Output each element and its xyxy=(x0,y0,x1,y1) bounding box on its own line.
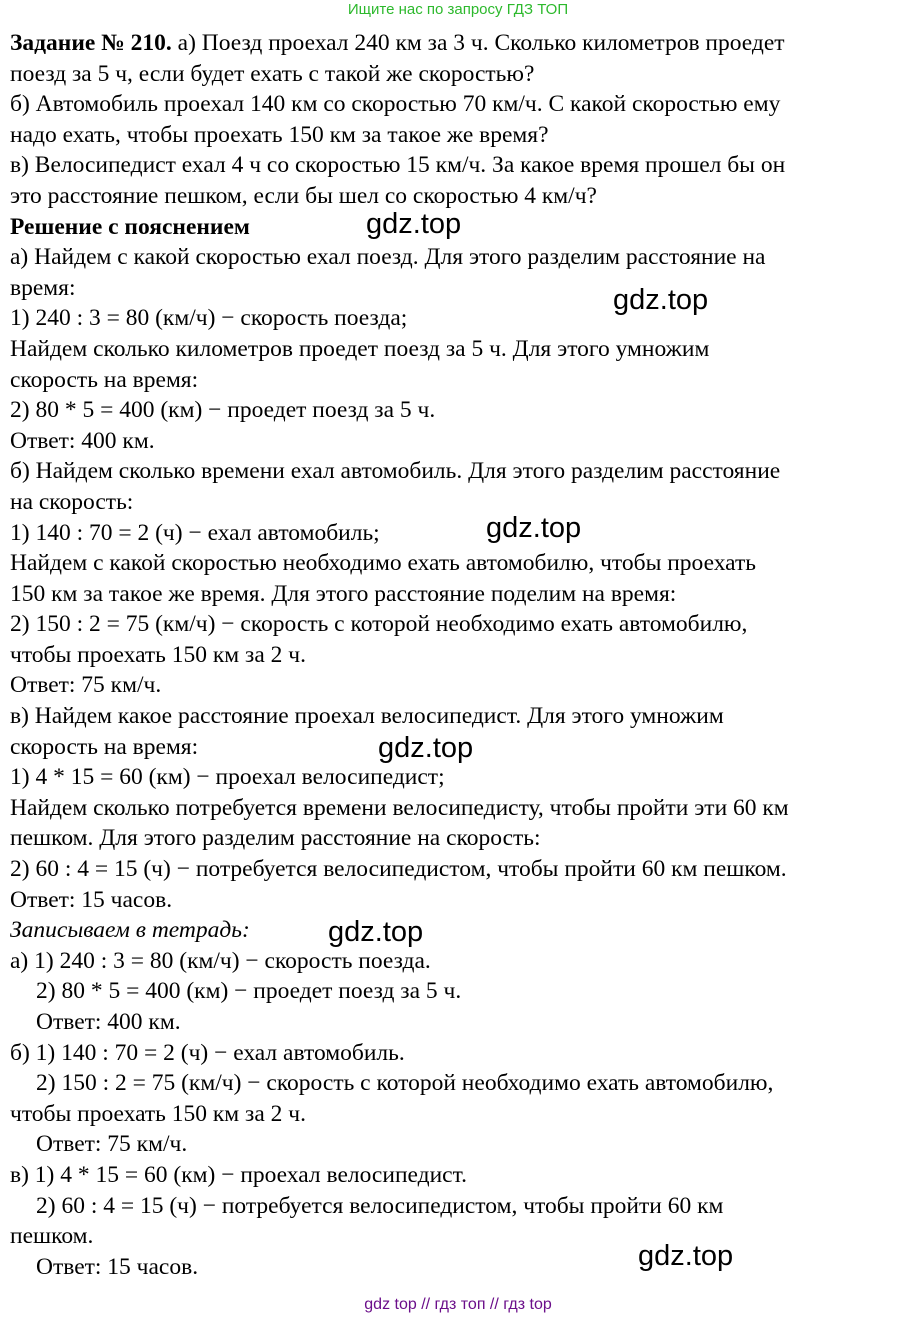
notebook-line: а) 1) 240 : 3 = 80 (км/ч) − скорость поезда. xyxy=(10,947,431,974)
solution-line: а) Найдем с какой скоростью ехал поезд. Для этого разделим расстояние на xyxy=(10,244,766,271)
solution-heading: Решение с пояснением xyxy=(10,213,250,240)
notebook-answer: Ответ: 400 км. xyxy=(36,1009,181,1035)
task-line-2: поезд за 5 ч, если будет ехать с такой же скоростью? xyxy=(10,60,535,87)
solution-answer: Ответ: 400 км. xyxy=(10,427,155,454)
task-title: Задание № 210. xyxy=(10,30,172,56)
solution-line: Найдем сколько потребуется времени велосипедисту, чтобы пройти эти 60 км xyxy=(10,794,789,821)
solution-answer: Ответ: 15 часов. xyxy=(10,886,173,913)
solution-line: в) Найдем какое расстояние проехал велосипедист. Для этого умножим xyxy=(10,703,724,730)
watermark: gdz.top xyxy=(486,512,582,544)
task-line-5: в) Велосипедист ехал 4 ч со скоростью 15 км/ч. За какое время прошел бы он xyxy=(10,152,786,179)
task-line-3: б) Автомобиль проехал 140 км со скоростью 70 км/ч. С какой скоростью ему xyxy=(10,91,781,118)
notebook-line: пешком. xyxy=(10,1223,94,1250)
watermark: gdz.top xyxy=(638,1240,734,1272)
notebook-line: чтобы проехать 150 км за 2 ч. xyxy=(10,1100,306,1127)
notebook-line: 2) 60 : 4 = 15 (ч) − потребуется велосипедистом, чтобы пройти 60 км xyxy=(36,1192,724,1219)
watermark: gdz.top xyxy=(613,284,709,316)
solution-line: 2) 80 * 5 = 400 (км) − проедет поезд за 5 ч. xyxy=(10,397,436,424)
notebook-answer: Ответ: 75 км/ч. xyxy=(36,1131,188,1158)
task-line-4: надо ехать, чтобы проехать 150 км за такое же время? xyxy=(10,121,549,148)
solution-line: время: xyxy=(10,274,76,301)
solution-line: на скорость: xyxy=(10,488,134,515)
solution-answer: Ответ: 75 км/ч. xyxy=(10,672,162,699)
solution-line: 2) 150 : 2 = 75 (км/ч) − скорость с которой необходимо ехать автомобилю, xyxy=(10,611,748,638)
watermark: gdz.top xyxy=(328,916,424,948)
footer-links: gdz top // гдз топ // гдз top xyxy=(364,1296,552,1313)
notebook-line: 2) 80 * 5 = 400 (км) − проедет поезд за 5 ч. xyxy=(36,978,462,1005)
solution-line: скорость на время: xyxy=(10,366,199,393)
solution-line: 2) 60 : 4 = 15 (ч) − потребуется велосипедистом, чтобы пройти 60 км пешком. xyxy=(10,856,787,883)
solution-line: 1) 4 * 15 = 60 (км) − проехал велосипедист; xyxy=(10,764,445,791)
notebook-heading: Записываем в тетрадь: xyxy=(10,917,250,944)
watermark: gdz.top xyxy=(378,732,474,764)
solution-line: б) Найдем сколько времени ехал автомобиль. Для этого разделим расстояние xyxy=(10,458,781,485)
solution-line: чтобы проехать 150 км за 2 ч. xyxy=(10,641,306,668)
notebook-line: 2) 150 : 2 = 75 (км/ч) − скорость с которой необходимо ехать автомобилю, xyxy=(36,1070,774,1097)
task-line-6: это расстояние пешком, если бы шел со скоростью 4 км/ч? xyxy=(10,182,597,209)
solution-line: скорость на время: xyxy=(10,733,199,760)
solution-line: 150 км за такое же время. Для этого расстояние поделим на время: xyxy=(10,580,677,607)
notebook-line: в) 1) 4 * 15 = 60 (км) − проехал велосипедист. xyxy=(10,1161,467,1188)
top-banner: Ищите нас по запросу ГДЗ ТОП xyxy=(347,1,569,18)
task-line-1: Задание № 210. а) Поезд проехал 240 км за 3 ч. Сколько километров проедет xyxy=(10,30,785,56)
solution-line: Найдем с какой скоростью необходимо ехать автомобилю, чтобы проехать xyxy=(10,550,756,577)
notebook-line: б) 1) 140 : 70 = 2 (ч) − ехал автомобиль. xyxy=(10,1039,405,1066)
notebook-answer: Ответ: 15 часов. xyxy=(36,1253,199,1280)
solution-line: 1) 240 : 3 = 80 (км/ч) − скорость поезда; xyxy=(10,305,408,332)
watermark: gdz.top xyxy=(366,208,462,240)
solution-line: Найдем сколько километров проедет поезд за 5 ч. Для этого умножим xyxy=(10,335,710,362)
solution-line: 1) 140 : 70 = 2 (ч) − ехал автомобиль; xyxy=(10,519,380,546)
solution-line: пешком. Для этого разделим расстояние на скорость: xyxy=(10,825,541,852)
